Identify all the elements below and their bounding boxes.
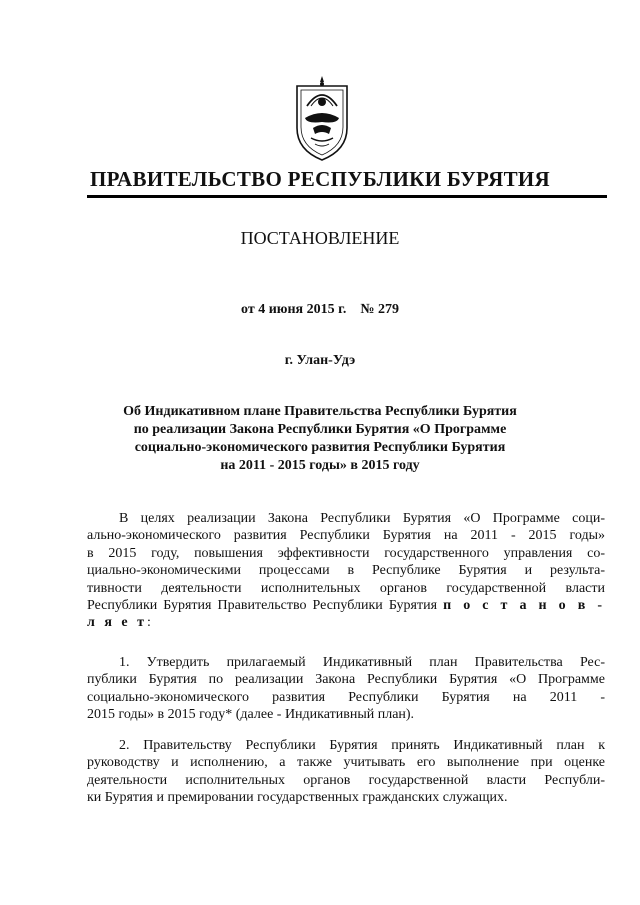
- document-date: от 4 июня 2015 г.: [241, 302, 347, 317]
- paragraph-line: [87, 597, 605, 614]
- paragraph-line: 2. Правительству Республики Бурятия принять Индикативный план к: [119, 738, 605, 753]
- item-2-paragraph: [87, 737, 605, 807]
- header-divider: [87, 195, 607, 198]
- document-type: ПОСТАНОВЛЕНИЕ: [240, 228, 400, 248]
- paragraph-line: циально-экономическими процессами в Республике Бурятия и результа-: [87, 563, 605, 579]
- preamble-paragraph: [87, 510, 605, 632]
- paragraph-line: В целях реализации Закона Республики Бурятия «О Программе соци-: [119, 511, 605, 526]
- paragraph-text: Республики Бурятия Правительство Республики Бурятия: [87, 598, 444, 614]
- city: г. Улан-Удэ: [284, 353, 356, 368]
- paragraph-line: публики Бурятия по реализации Закона Республики Бурятия «О Программе: [87, 672, 605, 688]
- subject-line: на 2011 - 2015 годы» в 2015 году: [220, 458, 420, 473]
- resolve-word: п о с т а н о в -: [443, 598, 605, 614]
- item-1-paragraph: [87, 654, 605, 724]
- subject-line: социально-экономического развития Республики Бурятия: [134, 440, 506, 455]
- paragraph-line: [87, 614, 605, 631]
- date-number-line: [0, 302, 640, 318]
- resolve-word-end: л я е т: [87, 615, 148, 631]
- paragraph-line: 2015 годы» в 2015 году* (далее - Индикативный план).: [87, 707, 415, 723]
- document-subject: [80, 403, 560, 475]
- paragraph-line: социально-экономического развития Республики Бурятия на 2011 -: [87, 689, 605, 705]
- document-number: № 279: [360, 302, 399, 317]
- paragraph-line: 1. Утвердить прилагаемый Индикативный план Правительства Рес-: [119, 655, 605, 670]
- paragraph-line: деятельности исполнительных органов государственной власти Республи-: [87, 772, 605, 788]
- paragraph-line: ки Бурятия и премировании государственных гражданских служащих.: [87, 790, 508, 806]
- paragraph-line: руководству и исполнению, а также учитывать его выполнение при оценке: [87, 755, 605, 771]
- paragraph-line: тивности деятельности исполнительных органов государственной власти: [87, 580, 605, 596]
- government-title: ПРАВИТЕЛЬСТВО РЕСПУБЛИКИ БУРЯТИЯ: [89, 167, 550, 191]
- paragraph-line: в 2015 году, повышения эффективности государственного управления со-: [87, 545, 605, 561]
- subject-line: по реализации Закона Республики Бурятия «О Программе: [133, 422, 507, 437]
- colon: :: [147, 615, 151, 631]
- subject-line: Об Индикативном плане Правительства Республики Бурятия: [123, 404, 517, 419]
- paragraph-line: ально-экономического развития Республики Бурятия на 2011 - 2015 годы»: [87, 528, 605, 544]
- coat-of-arms-icon: [293, 72, 351, 162]
